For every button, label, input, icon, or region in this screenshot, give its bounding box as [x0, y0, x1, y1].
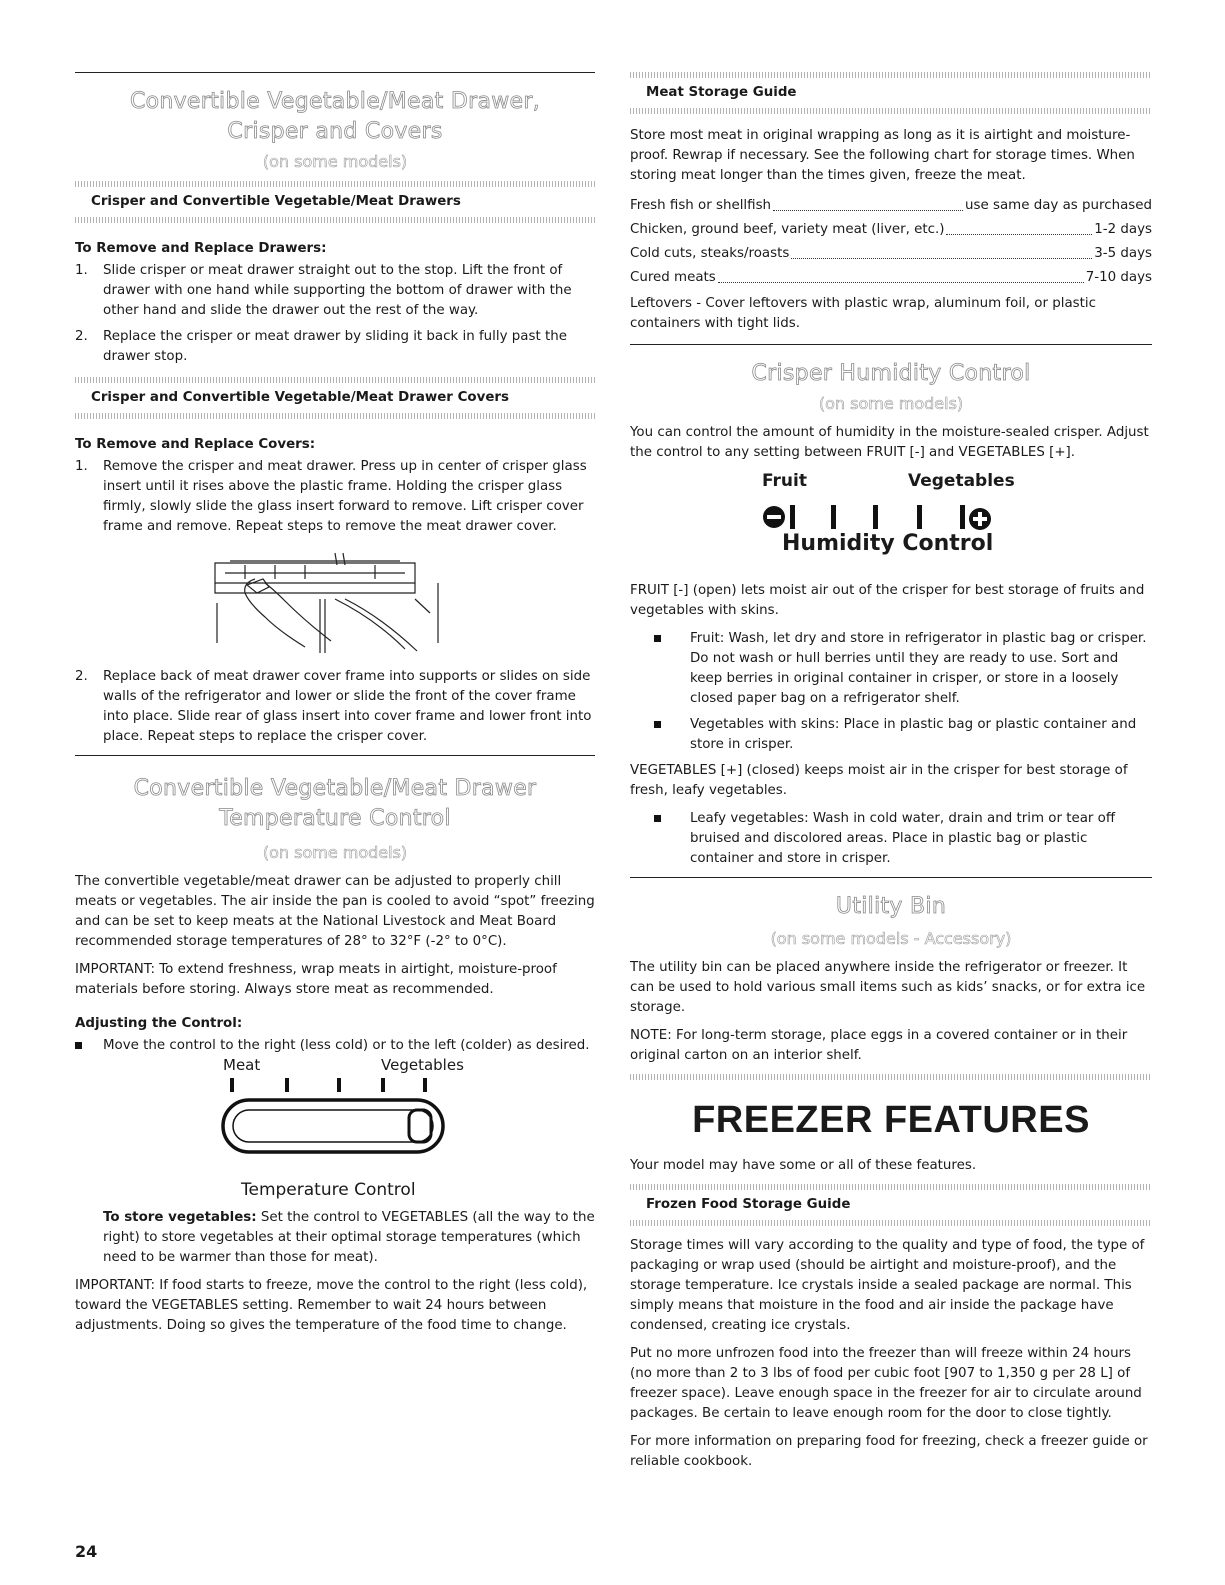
halftone-rule	[75, 413, 595, 419]
section-title-utility: Utility Bin	[835, 894, 947, 919]
temp-meat-label: Meat	[223, 1056, 261, 1074]
table-row: Cured meats 7-10 days	[630, 266, 1152, 290]
important-freeze-text: IMPORTANT: If food starts to freeze, move the control to the right (less cold), toward the VEGETABLES setting. Remember to wait 24 hours between adjustments. Doing so gives the temperature of the food time to change.	[75, 1278, 588, 1333]
list-item: Leafy vegetables: Wash in cold water, drain and trim or tear off bruised and discolored areas. Place in plastic bag or plastic container and store in crisper.	[630, 809, 1152, 869]
note-text: NOTE: For long-term storage, place eggs in a covered container or in their original carton on an interior shelf.	[630, 1028, 1128, 1063]
subheading-frozen-food: Frozen Food Storage Guide	[646, 1197, 851, 1212]
meat-storage-table	[630, 194, 1152, 290]
models-note: (on some models)	[262, 843, 408, 862]
temp-vegetables-label: Vegetables	[381, 1056, 464, 1074]
section-title-drawer: Convertible Vegetable/Meat Drawer,	[129, 89, 541, 114]
table-row: Chicken, ground beef, variety meat (liver, etc.) 1-2 days	[630, 218, 1152, 242]
humidity-fruit-label: Fruit	[762, 471, 807, 491]
drawers-steps	[75, 261, 595, 367]
adjust-list	[75, 1036, 595, 1056]
page-number: 24	[75, 1542, 98, 1561]
freezer-intro: Your model may have some or all of these features.	[630, 1158, 977, 1173]
section-title-humidity: Crisper Humidity Control	[751, 361, 1031, 386]
halftone-rule	[75, 217, 595, 223]
fruit-text: FRUIT [-] (open) lets moist air out of the crisper for best storage of fruits and vegetables with skins.	[630, 583, 1145, 618]
temperature-intro: The convertible vegetable/meat drawer can be adjusted to properly chill meats or vegetables. The air inside the pan is cooled to avoid “spot” freezing and can be set to keep meats at the National Livestock and Meat Board recommended storage temperatures of 28° to 32°F (-2° to 0°C).	[75, 874, 595, 949]
leftovers-text: Leftovers - Cover leftovers with plastic wrap, aluminum foil, or plastic containers with tight lids.	[630, 296, 1096, 331]
subheading-meat-storage: Meat Storage Guide	[646, 85, 797, 100]
step-item: 1. Remove the crisper and meat drawer. Press up in center of crisper glass insert until it rises above the plastic frame. Holding the crisper glass firmly, slowly slide the glass insert forward to remove. Lift crisper cover frame and remove. Repeat steps to remove the meat drawer cover.	[75, 459, 587, 534]
models-note: (on some models)	[818, 394, 964, 413]
halftone-rule	[630, 1220, 1152, 1226]
frozen-text-1: Storage times will vary according to the quality and type of food, the type of packaging or wrap used (should be airtight and moisture-proof), and the storage temperature. Ice crystals inside a sealed package are normal. This simply means that moisture in the food and air inside the package have condensed, creating ice crystals.	[630, 1238, 1145, 1333]
crisper-cover-illustration	[75, 543, 595, 663]
halftone-rule	[630, 108, 1152, 114]
temp-caption: Temperature Control	[241, 1180, 416, 1200]
utility-text: The utility bin can be placed anywhere inside the refrigerator or freezer. It can be used to hold various small items such as kids’ snacks, or for extra ice storage.	[630, 960, 1146, 1015]
temperature-control-diagram	[75, 1056, 595, 1202]
humidity-control-diagram	[630, 471, 1152, 581]
halftone-rule	[630, 1184, 1152, 1190]
halftone-rule	[75, 181, 595, 187]
models-note: (on some models - Accessory)	[770, 929, 1012, 948]
heading-remove-drawers: To Remove and Replace Drawers:	[75, 241, 327, 256]
section-title-drawer-line2: Crisper and Covers	[227, 119, 443, 144]
temperature-important: IMPORTANT: To extend freshness, wrap meats in airtight, moisture-proof materials before storing. Always store meat as recommended.	[75, 962, 557, 997]
list-item: Fruit: Wash, let dry and store in refrigerator in plastic bag or crisper. Do not wash or hull berries until they are ready to use. Sort and keep berries in original container in crisper, or store in a loosely closed paper bag on a refrigerator shelf.	[630, 629, 1152, 709]
humidity-intro: You can control the amount of humidity in the moisture-sealed crisper. Adjust the control to any setting between FRUIT [-] and VEGETABLES [+].	[630, 425, 1149, 460]
store-vegetables-text: To store vegetables: Set the control to VEGETABLES (all the way to the right) to store vegetables at their optimal storage temperatures (which need to be warmer than those for meat).	[103, 1210, 595, 1265]
step-item: 2. Replace back of meat drawer cover frame into supports or slides on side walls of the refrigerator and lower or slide the front of the cover frame into place. Slide rear of glass insert into cover frame and lower front into place. Repeat steps to replace the crisper cover.	[75, 669, 592, 744]
list-item: Move the control to the right (less cold) or to the left (colder) as desired.	[75, 1036, 595, 1056]
temperature-slider-graphic	[75, 1076, 595, 1181]
step-item: 1. Slide crisper or meat drawer straight out to the stop. Lift the front of drawer with one hand while supporting the bottom of drawer with the other hand and slide the drawer out the rest of the way.	[75, 263, 572, 318]
heading-adjusting: Adjusting the Control:	[75, 1016, 243, 1031]
halftone-rule	[75, 377, 595, 383]
frozen-text-2: Put no more unfrozen food into the freezer than will freeze within 24 hours (no more than 2 to 3 lbs of food per cubic foot [907 to 1,350 g per 28 L] of freezer space). Leave enough space in the freezer for air to circulate around packages. Be certain to leave enough room for the door to close tightly.	[630, 1346, 1142, 1421]
heading-remove-covers: To Remove and Replace Covers:	[75, 437, 316, 452]
table-row: Cold cuts, steaks/roasts 3-5 days	[630, 242, 1152, 266]
covers-steps	[75, 457, 595, 537]
frozen-text-3: For more information on preparing food for freezing, check a freezer guide or reliable cookbook.	[630, 1434, 1148, 1469]
humidity-vegetables-label: Vegetables	[908, 471, 1015, 491]
fruit-list	[630, 629, 1152, 755]
vegetables-list	[630, 809, 1152, 869]
table-row: Fresh fish or shellfish use same day as purchased	[630, 194, 1152, 218]
meat-intro: Store most meat in original wrapping as long as it is airtight and moisture-proof. Rewrap if necessary. See the following chart for storage times. When storing meat longer than the times given, freeze the meat.	[630, 128, 1135, 183]
models-note: (on some models)	[262, 152, 408, 171]
humidity-caption: Humidity Control	[782, 531, 994, 556]
left-column	[75, 60, 595, 1344]
vegetables-text: VEGETABLES [+] (closed) keeps moist air in the crisper for best storage of fresh, leafy vegetables.	[630, 763, 1128, 798]
list-item: Vegetables with skins: Place in plastic bag or plastic container and store in crisper.	[630, 715, 1152, 755]
freezer-features-title: FREEZER FEATURES	[692, 1099, 1090, 1141]
halftone-rule	[630, 72, 1152, 78]
right-column	[630, 60, 1152, 1480]
halftone-rule	[630, 1074, 1152, 1080]
covers-steps-2	[75, 667, 595, 747]
step-item: 2. Replace the crisper or meat drawer by sliding it back in fully past the drawer stop.	[75, 329, 567, 364]
subheading-drawers: Crisper and Convertible Vegetable/Meat Drawers	[91, 194, 461, 209]
section-title-temperature: Convertible Vegetable/Meat Drawer	[133, 776, 537, 801]
subheading-covers: Crisper and Convertible Vegetable/Meat Drawer Covers	[91, 390, 509, 405]
section-title-temperature-line2: Temperature Control	[219, 806, 451, 831]
